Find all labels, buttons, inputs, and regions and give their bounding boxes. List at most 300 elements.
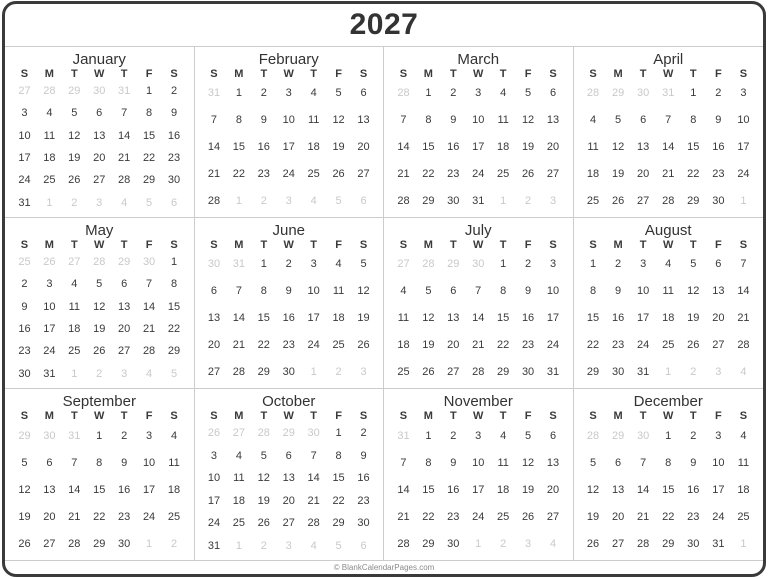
month-table-wrap: [384, 239, 573, 388]
weekday-header: W: [283, 410, 294, 422]
adjacent-day-cell: 25: [18, 256, 31, 269]
months-grid: [5, 46, 763, 561]
weekday-header-row: [202, 410, 377, 422]
day-cell: 29: [257, 365, 270, 378]
day-cell: 8: [235, 114, 242, 127]
weekday-header: W: [94, 410, 105, 422]
weekday-header: F: [524, 68, 532, 80]
day-cell: 24: [43, 345, 56, 358]
day-cell: 4: [46, 107, 53, 120]
day-cell: 8: [96, 456, 103, 469]
weekday-header: S: [589, 410, 597, 422]
day-cell: 2: [121, 429, 128, 442]
day-cell: 25: [307, 167, 320, 180]
day-cell: 7: [475, 285, 482, 298]
adjacent-day-cell: 31: [68, 429, 81, 442]
weekday-header: S: [399, 68, 408, 80]
day-cell: 26: [18, 537, 31, 550]
day-cell: 9: [285, 285, 292, 298]
day-cell: 12: [332, 114, 345, 127]
day-cell: 4: [310, 87, 317, 100]
weekday-header-row: [202, 239, 377, 251]
day-cell: 7: [400, 114, 407, 127]
day-cell: 30: [357, 517, 370, 530]
day-cell: 18: [662, 311, 675, 324]
day-cell: 27: [447, 365, 460, 378]
day-cell: 15: [687, 140, 700, 153]
month-title: January: [72, 51, 126, 68]
day-cell: 9: [615, 285, 622, 298]
adjacent-day-cell: 1: [665, 365, 672, 378]
day-cell: 2: [21, 278, 28, 291]
month-table-wrap: [5, 68, 194, 217]
adjacent-day-cell: 29: [611, 87, 625, 100]
day-cell: 24: [307, 338, 320, 351]
week-row: [202, 358, 377, 385]
adjacent-day-cell: 30: [142, 256, 156, 269]
day-cell: 28: [207, 194, 221, 207]
day-cell: 6: [210, 285, 218, 298]
adjacent-day-cell: 28: [586, 87, 600, 100]
day-cell: 17: [737, 140, 750, 153]
adjacent-day-cell: 4: [740, 365, 747, 378]
weekday-header: M: [423, 68, 433, 80]
adjacent-day-cell: 31: [662, 87, 675, 100]
week-row: [391, 80, 566, 107]
day-cell: 17: [142, 483, 156, 496]
day-cell: 20: [712, 311, 725, 324]
day-cell: 9: [260, 114, 267, 127]
day-cell: 29: [422, 194, 435, 207]
week-row: [202, 445, 377, 468]
weekday-header: W: [94, 239, 105, 251]
adjacent-day-cell: 29: [68, 85, 81, 98]
week-row: [12, 363, 187, 385]
day-cell: 20: [118, 323, 131, 336]
day-cell: 24: [637, 338, 650, 351]
day-cell: 2: [615, 258, 622, 271]
day-cell: 24: [712, 510, 725, 523]
adjacent-day-cell: 3: [121, 367, 128, 380]
day-cell: 20: [43, 510, 56, 523]
day-cell: 28: [232, 365, 245, 378]
day-cell: 30: [282, 365, 295, 378]
day-cell: 30: [712, 194, 725, 207]
weekday-header: M: [234, 410, 244, 422]
week-row: [391, 278, 566, 305]
adjacent-day-cell: 2: [170, 537, 178, 550]
day-cell: 19: [521, 140, 535, 153]
week-row: [391, 530, 566, 557]
month-table-wrap: [5, 410, 194, 560]
day-cell: 13: [357, 114, 370, 127]
month-september: [5, 389, 195, 560]
weekday-header-row: [12, 239, 187, 251]
day-cell: 23: [357, 494, 370, 507]
day-cell: 21: [118, 152, 131, 165]
day-cell: 14: [397, 483, 410, 496]
day-cell: 16: [118, 483, 131, 496]
day-cell: 9: [715, 114, 722, 127]
day-cell: 14: [232, 311, 245, 324]
month-table: [581, 410, 757, 557]
weekday-header-row: [391, 410, 566, 422]
weekday-header: W: [473, 68, 484, 80]
month-table-wrap: [574, 410, 764, 560]
week-row: [581, 358, 757, 385]
day-cell: 13: [118, 300, 131, 313]
day-cell: 19: [68, 152, 81, 165]
day-cell: 15: [142, 129, 156, 142]
month-title: March: [457, 51, 500, 68]
day-cell: 1: [500, 258, 507, 271]
day-cell: 6: [715, 258, 722, 271]
week-row: [12, 449, 187, 476]
day-cell: 15: [586, 311, 600, 324]
adjacent-day-cell: 29: [447, 258, 460, 271]
adjacent-day-cell: 3: [96, 196, 103, 209]
adjacent-day-cell: 6: [360, 194, 367, 207]
day-cell: 9: [450, 456, 457, 469]
day-cell: 4: [500, 87, 507, 100]
weekday-header: T: [639, 239, 647, 251]
day-cell: 5: [335, 87, 342, 100]
adjacent-day-cell: 30: [472, 258, 485, 271]
day-cell: 12: [18, 483, 31, 496]
weekday-header-row: [391, 68, 566, 80]
month-february: [195, 47, 385, 218]
day-cell: 18: [307, 140, 320, 153]
day-cell: 2: [285, 258, 292, 271]
day-cell: 18: [43, 152, 56, 165]
adjacent-day-cell: 1: [740, 194, 747, 207]
day-cell: 4: [400, 285, 407, 298]
weekday-header: W: [663, 68, 674, 80]
adjacent-day-cell: 1: [310, 365, 317, 378]
day-cell: 28: [637, 537, 650, 550]
day-cell: 6: [96, 107, 103, 120]
day-cell: 5: [525, 429, 532, 442]
weekday-header: T: [310, 239, 318, 251]
weekday-header: F: [145, 410, 153, 422]
week-row: [581, 134, 757, 161]
day-cell: 30: [521, 365, 535, 378]
weekday-header: S: [549, 239, 557, 251]
day-cell: 17: [472, 140, 485, 153]
day-cell: 22: [232, 167, 245, 180]
day-cell: 14: [737, 285, 750, 298]
week-row: [581, 476, 757, 503]
day-cell: 31: [712, 537, 725, 550]
day-cell: 5: [589, 456, 597, 469]
day-cell: 28: [397, 194, 410, 207]
day-cell: 5: [425, 285, 432, 298]
month-table-wrap: [195, 239, 384, 388]
adjacent-day-cell: 5: [335, 539, 342, 552]
day-cell: 7: [235, 285, 242, 298]
day-cell: 22: [93, 510, 106, 523]
week-row: [391, 107, 566, 134]
day-cell: 28: [737, 338, 750, 351]
weekday-header: W: [283, 239, 294, 251]
day-cell: 15: [232, 140, 245, 153]
day-cell: 10: [282, 114, 295, 127]
day-cell: 30: [167, 174, 181, 187]
weekday-header: S: [20, 410, 29, 422]
week-row: [581, 160, 757, 187]
weekday-header-row: [391, 239, 566, 251]
day-cell: 10: [207, 472, 221, 485]
day-cell: 6: [121, 278, 128, 291]
day-cell: 13: [546, 456, 560, 469]
day-cell: 16: [18, 323, 31, 336]
day-cell: 30: [611, 365, 625, 378]
day-cell: 7: [310, 449, 317, 462]
adjacent-day-cell: 29: [282, 427, 295, 440]
day-cell: 31: [472, 194, 485, 207]
day-cell: 15: [662, 483, 675, 496]
weekday-header: F: [714, 410, 722, 422]
month-table: [202, 239, 377, 385]
day-cell: 12: [521, 114, 535, 127]
day-cell: 3: [640, 258, 647, 271]
day-cell: 26: [611, 194, 625, 207]
weekday-header: S: [739, 410, 748, 422]
week-row: [391, 449, 566, 476]
week-row: [202, 134, 377, 161]
day-cell: 28: [662, 194, 675, 207]
day-cell: 12: [586, 483, 600, 496]
day-cell: 8: [589, 285, 597, 298]
day-cell: 24: [282, 167, 295, 180]
week-row: [12, 340, 187, 362]
adjacent-day-cell: 4: [310, 539, 317, 552]
footer-copyright: © BlankCalendarPages.com: [333, 563, 435, 572]
day-cell: 27: [546, 167, 560, 180]
day-cell: 1: [235, 87, 242, 100]
week-row: [12, 102, 187, 124]
day-cell: 1: [96, 429, 103, 442]
day-cell: 5: [71, 107, 78, 120]
adjacent-day-cell: 5: [170, 367, 178, 380]
day-cell: 15: [257, 311, 270, 324]
day-cell: 2: [360, 427, 367, 440]
week-row: [391, 358, 566, 385]
day-cell: 31: [18, 196, 31, 209]
day-cell: 23: [257, 167, 270, 180]
day-cell: 29: [93, 537, 106, 550]
weekday-header: T: [689, 239, 697, 251]
weekday-header: F: [335, 410, 342, 422]
weekday-header: M: [44, 239, 54, 251]
day-cell: 28: [397, 537, 410, 550]
weekday-header: W: [94, 68, 105, 80]
weekday-header: S: [20, 239, 29, 251]
weekday-header: T: [499, 68, 507, 80]
day-cell: 28: [118, 174, 131, 187]
day-cell: 17: [207, 494, 221, 507]
day-cell: 3: [310, 258, 317, 271]
day-cell: 12: [521, 456, 535, 469]
day-cell: 24: [18, 174, 31, 187]
day-cell: 13: [43, 483, 56, 496]
weekday-header: T: [499, 410, 507, 422]
adjacent-day-cell: 27: [397, 258, 410, 271]
day-cell: 5: [21, 456, 28, 469]
week-row: [202, 107, 377, 134]
day-cell: 6: [285, 449, 292, 462]
adjacent-day-cell: 2: [260, 539, 267, 552]
day-cell: 25: [332, 338, 345, 351]
day-cell: 20: [93, 152, 106, 165]
day-cell: 27: [546, 510, 560, 523]
adjacent-day-cell: 1: [740, 537, 747, 550]
month-title: November: [443, 393, 513, 410]
day-cell: 3: [715, 429, 722, 442]
week-row: [581, 503, 757, 530]
weekday-header: W: [283, 68, 294, 80]
adjacent-day-cell: 30: [93, 85, 106, 98]
day-cell: 3: [475, 429, 482, 442]
day-cell: 7: [71, 456, 78, 469]
weekday-header: T: [260, 239, 268, 251]
day-cell: 8: [425, 114, 432, 127]
weekday-header: M: [613, 410, 623, 422]
day-cell: 8: [665, 456, 672, 469]
week-row: [391, 134, 566, 161]
week-row: [581, 449, 757, 476]
day-cell: 28: [68, 537, 81, 550]
day-cell: 17: [18, 152, 31, 165]
adjacent-day-cell: 4: [549, 537, 557, 550]
week-row: [581, 278, 757, 305]
day-cell: 28: [472, 365, 485, 378]
day-cell: 16: [687, 483, 700, 496]
day-cell: 15: [332, 472, 345, 485]
day-cell: 18: [397, 338, 410, 351]
week-row: [581, 530, 757, 557]
adjacent-day-cell: 30: [637, 87, 650, 100]
day-cell: 29: [687, 194, 700, 207]
day-cell: 15: [422, 483, 435, 496]
day-cell: 18: [68, 323, 81, 336]
day-cell: 20: [546, 483, 560, 496]
day-cell: 21: [472, 338, 485, 351]
day-cell: 27: [118, 345, 131, 358]
weekday-header: F: [524, 239, 532, 251]
day-cell: 7: [665, 114, 672, 127]
weekday-header: S: [170, 68, 178, 80]
day-cell: 20: [282, 494, 295, 507]
day-cell: 29: [586, 365, 600, 378]
month-table: [391, 410, 566, 557]
week-row: [12, 125, 187, 147]
weekday-header: T: [689, 410, 697, 422]
weekday-header: F: [145, 68, 153, 80]
week-row: [391, 331, 566, 358]
day-cell: 4: [71, 278, 78, 291]
adjacent-day-cell: 1: [71, 367, 78, 380]
week-row: [581, 107, 757, 134]
day-cell: 21: [397, 510, 410, 523]
month-table: [391, 68, 566, 214]
day-cell: 23: [712, 167, 725, 180]
day-cell: 15: [167, 300, 181, 313]
adjacent-day-cell: 4: [310, 194, 317, 207]
day-cell: 28: [142, 345, 156, 358]
day-cell: 19: [357, 311, 370, 324]
day-cell: 18: [497, 140, 510, 153]
day-cell: 19: [93, 323, 106, 336]
day-cell: 7: [121, 107, 128, 120]
day-cell: 2: [715, 87, 722, 100]
weekday-header-row: [12, 410, 187, 422]
weekday-header: S: [549, 410, 557, 422]
weekday-header-row: [581, 410, 757, 422]
day-cell: 25: [497, 510, 510, 523]
day-cell: 4: [740, 429, 747, 442]
day-cell: 11: [497, 456, 509, 469]
month-november: [384, 389, 574, 560]
day-cell: 27: [712, 338, 725, 351]
month-title: February: [258, 51, 319, 68]
day-cell: 11: [587, 140, 599, 153]
day-cell: 26: [422, 365, 435, 378]
week-row: [12, 192, 187, 214]
month-table: [12, 68, 187, 214]
weekday-header: W: [473, 410, 484, 422]
day-cell: 20: [207, 338, 221, 351]
day-cell: 12: [611, 140, 625, 153]
day-cell: 20: [611, 510, 625, 523]
weekday-header: T: [120, 410, 128, 422]
adjacent-day-cell: 2: [525, 194, 532, 207]
day-cell: 28: [307, 517, 320, 530]
day-cell: 30: [18, 367, 31, 380]
day-cell: 1: [690, 87, 697, 100]
weekday-header: S: [399, 410, 408, 422]
day-cell: 23: [611, 338, 625, 351]
weekday-header: T: [689, 68, 697, 80]
day-cell: 11: [307, 114, 320, 127]
day-cell: 9: [360, 449, 367, 462]
day-cell: 27: [93, 174, 106, 187]
adjacent-day-cell: 31: [118, 85, 131, 98]
week-row: [12, 318, 187, 340]
day-cell: 24: [207, 517, 221, 530]
month-december: [574, 389, 764, 560]
day-cell: 20: [447, 338, 460, 351]
week-row: [581, 187, 757, 214]
month-title: September: [62, 393, 136, 410]
day-cell: 3: [146, 429, 153, 442]
day-cell: 30: [447, 194, 460, 207]
weekday-header: T: [639, 410, 647, 422]
weekday-header: T: [310, 68, 318, 80]
day-cell: 10: [546, 285, 560, 298]
weekday-header: S: [739, 68, 748, 80]
day-cell: 15: [422, 140, 435, 153]
weekday-header: S: [210, 410, 218, 422]
weekday-header: T: [310, 410, 318, 422]
adjacent-day-cell: 29: [118, 256, 131, 269]
week-row: [202, 80, 377, 107]
day-cell: 23: [18, 345, 31, 358]
day-cell: 26: [357, 338, 370, 351]
day-cell: 21: [737, 311, 750, 324]
day-cell: 5: [96, 278, 103, 291]
day-cell: 3: [549, 258, 557, 271]
